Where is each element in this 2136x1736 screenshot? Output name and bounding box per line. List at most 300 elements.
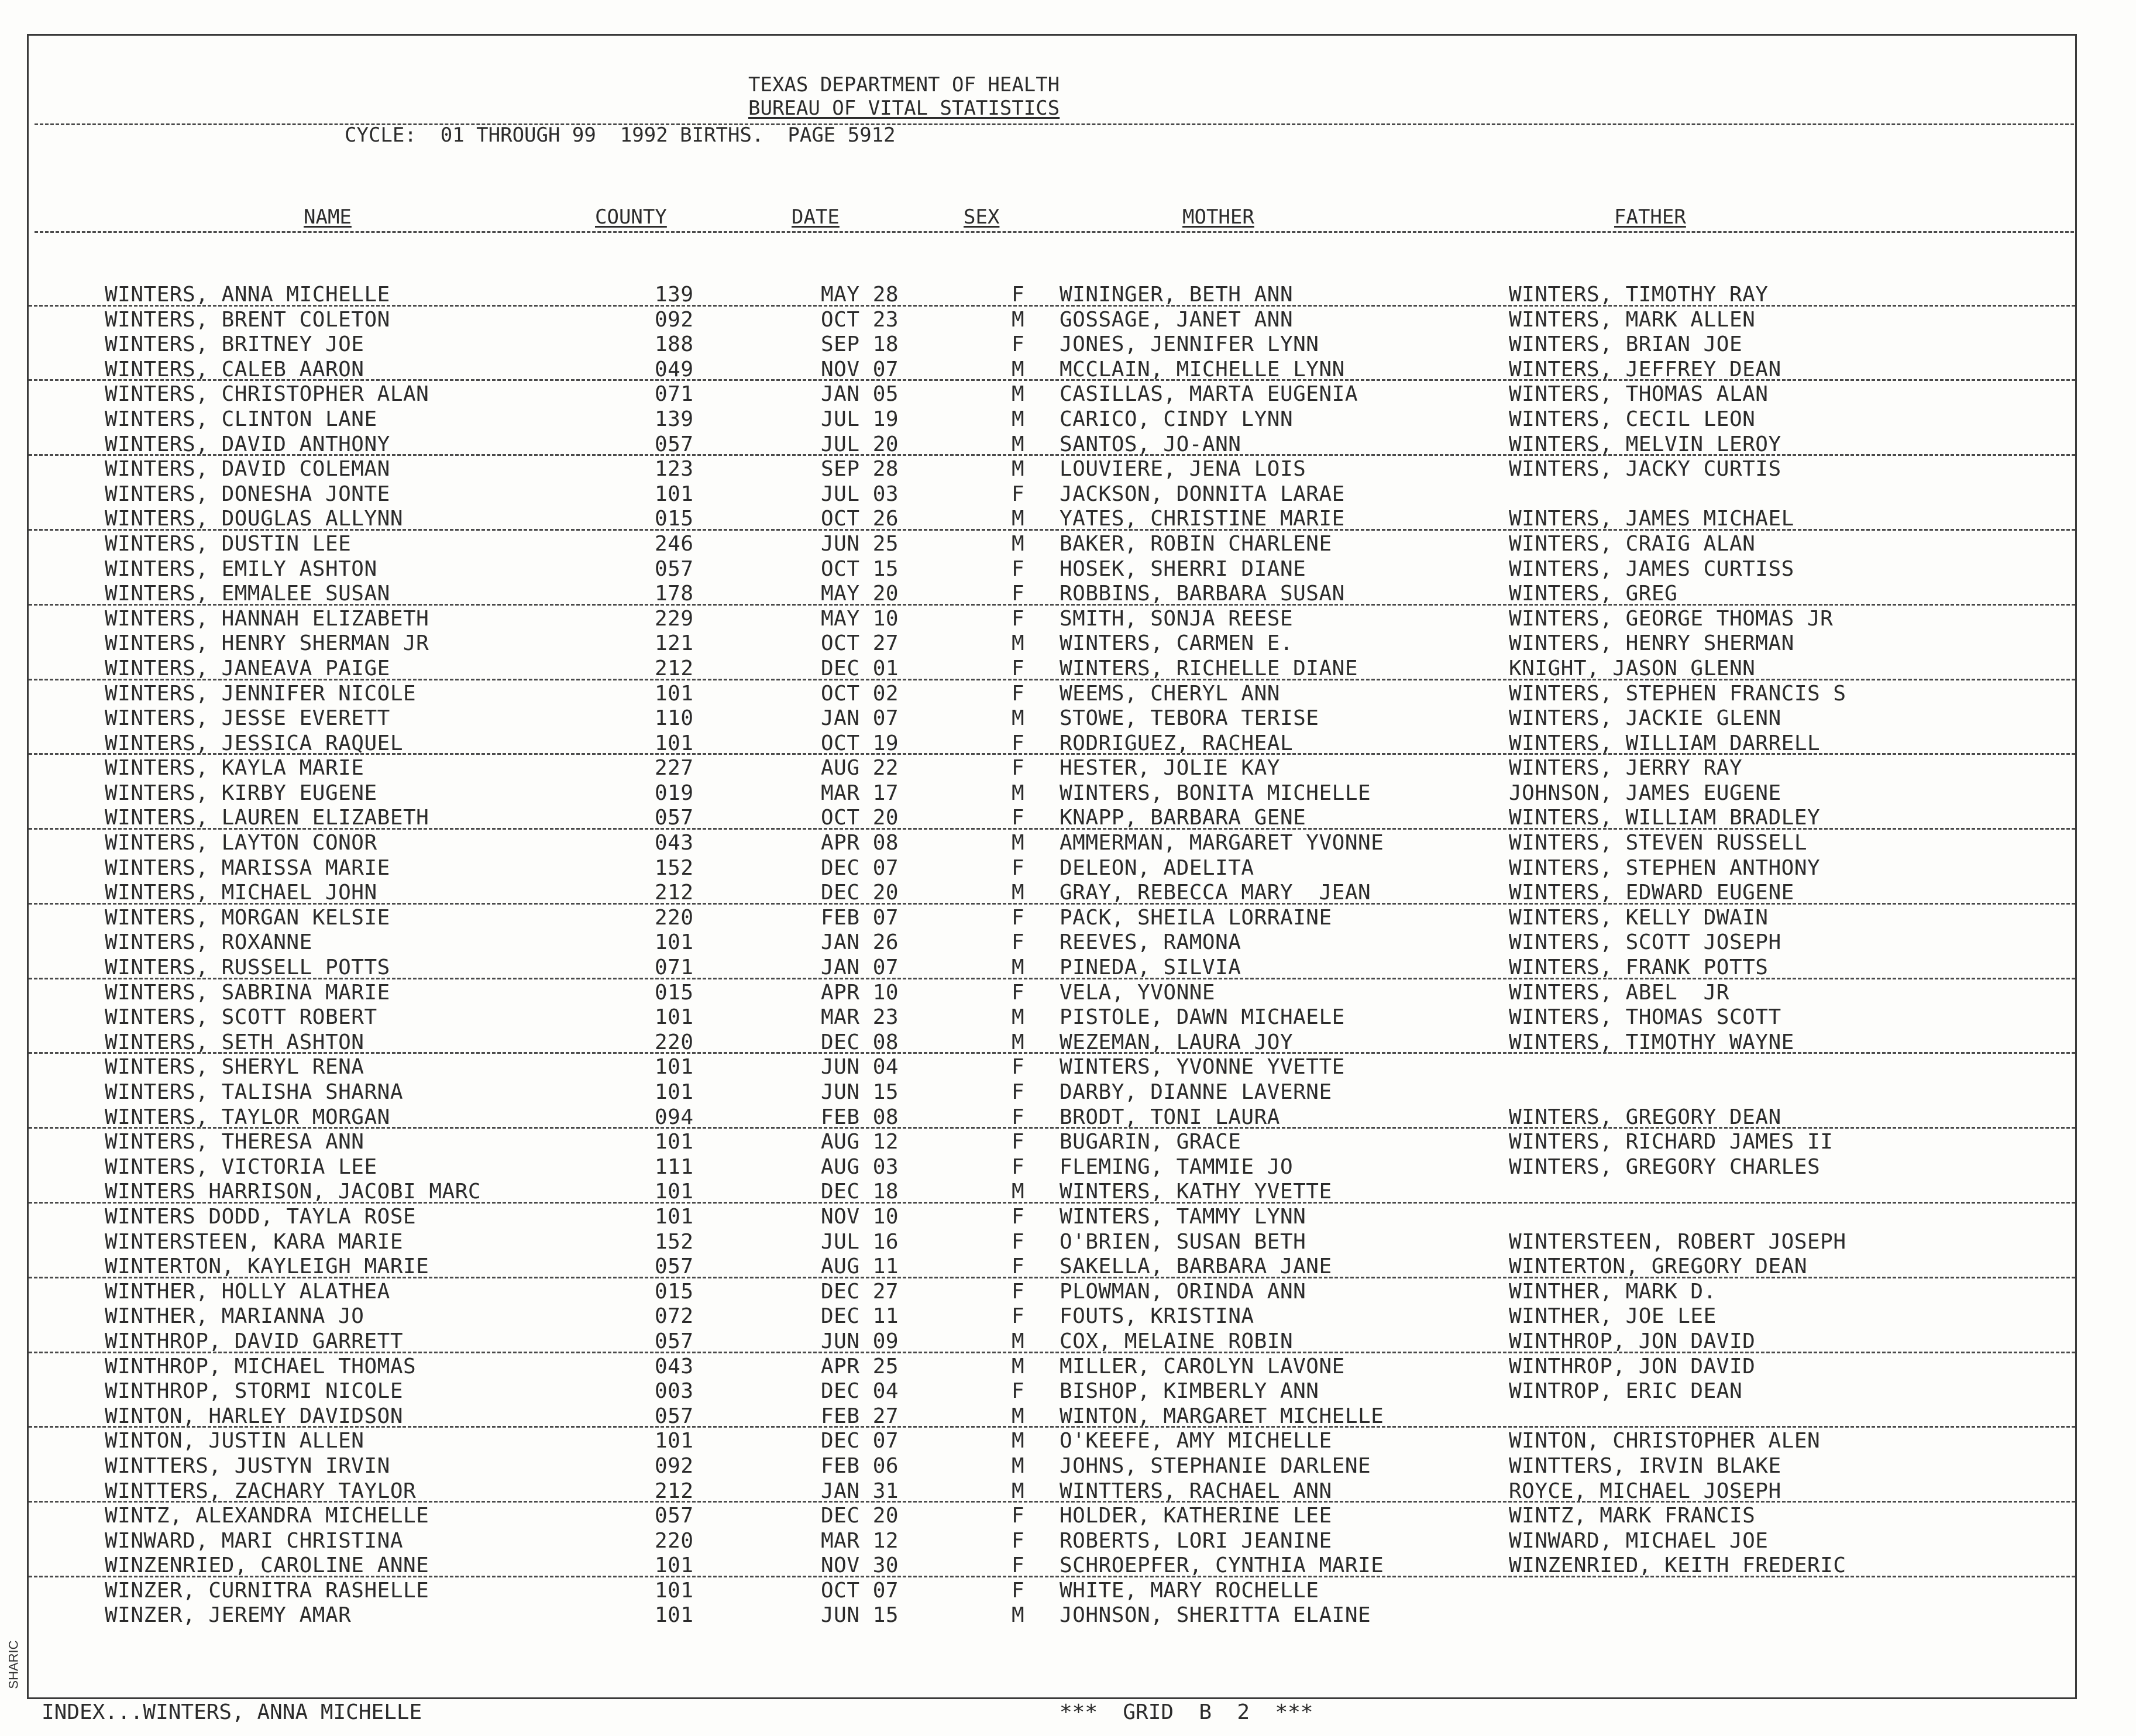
record-county: 101 xyxy=(655,681,694,706)
record-sex: M xyxy=(1012,1180,1025,1204)
record-mother: PACK, SHEILA LORRAINE xyxy=(1060,905,1332,930)
record-row xyxy=(29,1453,2075,1478)
record-sex: F xyxy=(1012,855,1025,880)
record-county: 071 xyxy=(655,382,694,407)
record-father: WINTERS, ABEL JR xyxy=(1509,980,1729,1005)
record-county: 227 xyxy=(655,756,694,781)
record-mother: REEVES, RAMONA xyxy=(1060,930,1241,955)
record-mother: WINTERS, YVONNE YVETTE xyxy=(1060,1055,1345,1080)
record-date: JUL 03 xyxy=(821,482,899,506)
record-mother: HOLDER, KATHERINE LEE xyxy=(1060,1504,1332,1528)
record-sex: M xyxy=(1012,507,1025,531)
record-date: FEB 06 xyxy=(821,1453,899,1478)
record-row xyxy=(29,929,2075,954)
record-mother: GRAY, REBECCA MARY JEAN xyxy=(1060,881,1371,905)
record-sex: F xyxy=(1012,656,1025,680)
record-row xyxy=(29,456,2075,481)
record-name: WINTERS, DUSTIN LEE xyxy=(105,531,352,556)
record-row xyxy=(29,1129,2075,1154)
record-date: OCT 23 xyxy=(821,307,899,332)
record-name: WINTERS, SHERYL RENA xyxy=(105,1055,364,1080)
record-name: WINTERS, THERESA ANN xyxy=(105,1130,364,1154)
record-row xyxy=(29,1104,2075,1129)
record-father: WINTERS, TIMOTHY WAYNE xyxy=(1509,1030,1794,1054)
record-row xyxy=(29,1278,2075,1304)
record-father: WINTHER, MARK D. xyxy=(1509,1279,1717,1304)
record-county: 057 xyxy=(655,1404,694,1428)
record-date: OCT 19 xyxy=(821,731,899,755)
record-county: 094 xyxy=(655,1105,694,1129)
record-name: WINTERS, SETH ASHTON xyxy=(105,1030,364,1054)
record-sex: F xyxy=(1012,681,1025,706)
record-mother: VELA, YVONNE xyxy=(1060,980,1216,1005)
record-date: DEC 08 xyxy=(821,1030,899,1054)
record-name: WINZER, CURNITRA RASHELLE xyxy=(105,1578,429,1603)
record-date: OCT 20 xyxy=(821,806,899,830)
record-father: WINTERSTEEN, ROBERT JOSEPH xyxy=(1509,1229,1846,1254)
record-row xyxy=(29,979,2075,1005)
record-row xyxy=(29,1054,2075,1079)
record-row xyxy=(29,905,2075,930)
footer-grid: *** GRID B 2 *** xyxy=(1060,1700,1313,1724)
record-row xyxy=(29,1403,2075,1428)
record-mother: ROBBINS, BARBARA SUSAN xyxy=(1060,582,1345,606)
record-mother: WINTTERS, RACHAEL ANN xyxy=(1060,1479,1332,1503)
record-date: JUN 15 xyxy=(821,1603,899,1628)
record-row xyxy=(29,780,2075,805)
record-county: 139 xyxy=(655,407,694,431)
record-sex: F xyxy=(1012,1279,1025,1304)
record-row xyxy=(29,730,2075,755)
record-mother: MILLER, CAROLYN LAVONE xyxy=(1060,1354,1345,1379)
record-date: APR 25 xyxy=(821,1354,899,1379)
record-name: WINTHROP, STORMI NICOLE xyxy=(105,1379,403,1404)
record-father: WINTERS, CECIL LEON xyxy=(1509,407,1756,431)
record-date: JAN 07 xyxy=(821,706,899,731)
record-father: WINTZ, MARK FRANCIS xyxy=(1509,1504,1756,1528)
record-name: WINTERS, BRITNEY JOE xyxy=(105,332,364,357)
record-row xyxy=(29,954,2075,979)
record-name: WINTERS, EMMALEE SUSAN xyxy=(105,582,390,606)
record-father: WINTERS, WILLIAM DARRELL xyxy=(1509,731,1821,755)
record-row xyxy=(29,1503,2075,1528)
record-date: DEC 01 xyxy=(821,656,899,680)
record-name: WINTERSTEEN, KARA MARIE xyxy=(105,1229,403,1254)
record-county: 092 xyxy=(655,1453,694,1478)
record-sex: M xyxy=(1012,831,1025,855)
record-row xyxy=(29,1154,2075,1179)
record-row xyxy=(29,556,2075,581)
record-county: 092 xyxy=(655,307,694,332)
record-county: 019 xyxy=(655,781,694,805)
record-father: WINWARD, MICHAEL JOE xyxy=(1509,1528,1769,1553)
record-mother: BUGARIN, GRACE xyxy=(1060,1130,1241,1154)
record-mother: CASILLAS, MARTA EUGENIA xyxy=(1060,382,1358,407)
record-county: 101 xyxy=(655,482,694,506)
record-county: 178 xyxy=(655,582,694,606)
record-mother: WEZEMAN, LAURA JOY xyxy=(1060,1030,1294,1054)
record-row xyxy=(29,1602,2075,1627)
record-county: 101 xyxy=(655,1553,694,1578)
record-date: JUL 19 xyxy=(821,407,899,431)
record-father: WINTERS, JAMES CURTISS xyxy=(1509,556,1794,581)
record-row xyxy=(29,1353,2075,1379)
record-sex: M xyxy=(1012,1404,1025,1428)
record-county: 101 xyxy=(655,1055,694,1080)
record-county: 049 xyxy=(655,357,694,381)
record-name: WINWARD, MARI CHRISTINA xyxy=(105,1528,403,1553)
record-sex: F xyxy=(1012,482,1025,506)
record-father: WINTTERS, IRVIN BLAKE xyxy=(1509,1453,1781,1478)
record-name: WINTHER, MARIANNA JO xyxy=(105,1304,364,1329)
record-sex: M xyxy=(1012,407,1025,431)
record-father: WINTERS, HENRY SHERMAN xyxy=(1509,631,1794,656)
record-name: WINTERS, EMILY ASHTON xyxy=(105,556,377,581)
record-name: WINTHROP, DAVID GARRETT xyxy=(105,1329,403,1353)
record-mother: WEEMS, CHERYL ANN xyxy=(1060,681,1280,706)
record-date: JUN 25 xyxy=(821,531,899,556)
record-sex: M xyxy=(1012,357,1025,381)
record-father: WINTERS, EDWARD EUGENE xyxy=(1509,881,1794,905)
record-row xyxy=(29,1004,2075,1029)
record-name: WINTERS, JESSE EVERETT xyxy=(105,706,390,731)
records-list xyxy=(29,281,2075,1627)
record-mother: DELEON, ADELITA xyxy=(1060,855,1254,880)
record-father: WINTERS, JACKY CURTIS xyxy=(1509,457,1781,482)
agency-title: TEXAS DEPARTMENT OF HEALTH xyxy=(748,73,1060,97)
record-row xyxy=(29,855,2075,880)
record-sex: F xyxy=(1012,1254,1025,1279)
record-mother: WINTERS, BONITA MICHELLE xyxy=(1060,781,1371,805)
record-father: WINTERS, THOMAS SCOTT xyxy=(1509,1005,1781,1030)
record-county: 015 xyxy=(655,507,694,531)
record-row xyxy=(29,1079,2075,1104)
record-mother: SMITH, SONJA REESE xyxy=(1060,606,1294,631)
record-name: WINTERS, JESSICA RAQUEL xyxy=(105,731,403,755)
record-name: WINTERS, MICHAEL JOHN xyxy=(105,881,377,905)
record-father: WINTERS, CRAIG ALAN xyxy=(1509,531,1756,556)
record-mother: WINTON, MARGARET MICHELLE xyxy=(1060,1404,1384,1428)
record-row xyxy=(29,630,2075,655)
record-mother: LOUVIERE, JENA LOIS xyxy=(1060,457,1306,482)
record-sex: F xyxy=(1012,1080,1025,1104)
record-mother: ROBERTS, LORI JEANINE xyxy=(1060,1528,1332,1553)
record-name: WINTERS, TALISHA SHARNA xyxy=(105,1080,403,1104)
record-county: 057 xyxy=(655,1504,694,1528)
record-county: 057 xyxy=(655,432,694,456)
record-name: WINTERS, LAUREN ELIZABETH xyxy=(105,806,429,830)
record-row xyxy=(29,1378,2075,1403)
record-sex: M xyxy=(1012,1603,1025,1628)
record-sex: F xyxy=(1012,1229,1025,1254)
record-county: 188 xyxy=(655,332,694,357)
record-date: FEB 07 xyxy=(821,905,899,930)
record-father: WINTERS, JERRY RAY xyxy=(1509,756,1743,781)
record-date: AUG 11 xyxy=(821,1254,899,1279)
record-date: OCT 26 xyxy=(821,507,899,531)
record-sex: M xyxy=(1012,955,1025,980)
record-name: WINTERS HARRISON, JACOBI MARC xyxy=(105,1180,481,1204)
record-row xyxy=(29,481,2075,506)
record-sex: F xyxy=(1012,1553,1025,1578)
record-father: WINTERS, RICHARD JAMES II xyxy=(1509,1130,1834,1154)
record-county: 110 xyxy=(655,706,694,731)
record-county: 220 xyxy=(655,1030,694,1054)
record-name: WINTERS, VICTORIA LEE xyxy=(105,1154,377,1179)
record-name: WINTERS, JANEAVA PAIGE xyxy=(105,656,390,680)
record-mother: YATES, CHRISTINE MARIE xyxy=(1060,507,1345,531)
record-father: WINTERS, GREG xyxy=(1509,582,1678,606)
record-county: 101 xyxy=(655,1080,694,1104)
record-name: WINTERS, HANNAH ELIZABETH xyxy=(105,606,429,631)
record-mother: GOSSAGE, JANET ANN xyxy=(1060,307,1294,332)
record-row xyxy=(29,1528,2075,1553)
record-sex: F xyxy=(1012,980,1025,1005)
record-name: WINTERS, HENRY SHERMAN JR xyxy=(105,631,429,656)
record-sex: M xyxy=(1012,307,1025,332)
record-row xyxy=(29,356,2075,381)
record-sex: F xyxy=(1012,806,1025,830)
record-county: 212 xyxy=(655,656,694,680)
record-sex: F xyxy=(1012,1304,1025,1329)
record-county: 101 xyxy=(655,1578,694,1603)
record-row xyxy=(29,1229,2075,1254)
record-father: WINTERS, STEPHEN FRANCIS S xyxy=(1509,681,1846,706)
record-date: DEC 20 xyxy=(821,1504,899,1528)
record-father: WINTERS, JEFFREY DEAN xyxy=(1509,357,1781,381)
record-date: MAY 20 xyxy=(821,582,899,606)
record-date: AUG 12 xyxy=(821,1130,899,1154)
record-father: WINTERS, GREGORY CHARLES xyxy=(1509,1154,1821,1179)
record-county: 212 xyxy=(655,1479,694,1503)
record-father: WINTERS, JAMES MICHAEL xyxy=(1509,507,1794,531)
record-mother: JONES, JENNIFER LYNN xyxy=(1060,332,1319,357)
record-name: WINTERS, DAVID ANTHONY xyxy=(105,432,390,456)
record-row xyxy=(29,1253,2075,1278)
record-name: WINTERS, KIRBY EUGENE xyxy=(105,781,377,805)
record-sex: M xyxy=(1012,1005,1025,1030)
record-father: JOHNSON, JAMES EUGENE xyxy=(1509,781,1781,805)
record-date: FEB 08 xyxy=(821,1105,899,1129)
record-sex: M xyxy=(1012,706,1025,731)
record-date: MAY 28 xyxy=(821,283,899,307)
record-county: 152 xyxy=(655,1229,694,1254)
cycle-line: CYCLE: 01 THROUGH 99 1992 BIRTHS. PAGE 5912 xyxy=(345,123,896,147)
record-sex: F xyxy=(1012,1578,1025,1603)
record-sex: F xyxy=(1012,731,1025,755)
footer-index: INDEX...WINTERS, ANNA MICHELLE xyxy=(42,1700,422,1724)
record-sex: M xyxy=(1012,1354,1025,1379)
record-father: WINTERS, JACKIE GLENN xyxy=(1509,706,1781,731)
record-date: DEC 18 xyxy=(821,1180,899,1204)
record-sex: M xyxy=(1012,881,1025,905)
record-date: DEC 07 xyxy=(821,855,899,880)
record-father: WINTERS, STEVEN RUSSELL xyxy=(1509,831,1807,855)
record-name: WINTERS, CALEB AARON xyxy=(105,357,364,381)
record-date: MAR 23 xyxy=(821,1005,899,1030)
record-mother: AMMERMAN, MARGARET YVONNE xyxy=(1060,831,1384,855)
header-rule-bottom xyxy=(35,231,2074,233)
record-date: SEP 28 xyxy=(821,457,899,482)
record-date: JAN 26 xyxy=(821,930,899,955)
record-father: ROYCE, MICHAEL JOSEPH xyxy=(1509,1479,1781,1503)
record-sex: M xyxy=(1012,1030,1025,1054)
record-mother: PINEDA, SILVIA xyxy=(1060,955,1241,980)
column-header-county: COUNTY xyxy=(595,205,667,229)
record-mother: FLEMING, TAMMIE JO xyxy=(1060,1154,1294,1179)
record-date: DEC 27 xyxy=(821,1279,899,1304)
record-mother: BRODT, TONI LAURA xyxy=(1060,1105,1280,1129)
record-row xyxy=(29,281,2075,307)
record-county: 057 xyxy=(655,806,694,830)
record-mother: PLOWMAN, ORINDA ANN xyxy=(1060,1279,1306,1304)
record-mother: O'KEEFE, AMY MICHELLE xyxy=(1060,1429,1332,1453)
column-header-name: NAME xyxy=(304,205,352,229)
record-mother: HOSEK, SHERRI DIANE xyxy=(1060,556,1306,581)
record-mother: SCHROEPFER, CYNTHIA MARIE xyxy=(1060,1553,1384,1578)
record-county: 220 xyxy=(655,1528,694,1553)
record-mother: STOWE, TEBORA TERISE xyxy=(1060,706,1319,731)
record-county: 003 xyxy=(655,1379,694,1404)
record-row xyxy=(29,531,2075,556)
record-date: MAR 17 xyxy=(821,781,899,805)
record-row xyxy=(29,606,2075,631)
record-sex: M xyxy=(1012,1453,1025,1478)
record-date: NOV 07 xyxy=(821,357,899,381)
record-name: WINTTERS, JUSTYN IRVIN xyxy=(105,1453,390,1478)
record-name: WINTERS, ANNA MICHELLE xyxy=(105,283,390,307)
record-name: WINTERS, RUSSELL POTTS xyxy=(105,955,390,980)
record-name: WINTON, HARLEY DAVIDSON xyxy=(105,1404,403,1428)
record-row xyxy=(29,1029,2075,1054)
record-date: OCT 15 xyxy=(821,556,899,581)
record-row xyxy=(29,1328,2075,1353)
record-row xyxy=(29,680,2075,706)
record-sex: F xyxy=(1012,1130,1025,1154)
record-father: WINTROP, ERIC DEAN xyxy=(1509,1379,1743,1404)
record-name: WINTERS, TAYLOR MORGAN xyxy=(105,1105,390,1129)
record-county: 057 xyxy=(655,556,694,581)
column-header-date: DATE xyxy=(792,205,840,229)
record-sex: M xyxy=(1012,631,1025,656)
record-father: WINTHROP, JON DAVID xyxy=(1509,1329,1756,1353)
column-header-father: FATHER xyxy=(1614,205,1686,229)
record-county: 229 xyxy=(655,606,694,631)
record-date: JUL 20 xyxy=(821,432,899,456)
record-mother: RODRIGUEZ, RACHEAL xyxy=(1060,731,1294,755)
record-row xyxy=(29,705,2075,730)
record-sex: F xyxy=(1012,1154,1025,1179)
record-date: JUL 16 xyxy=(821,1229,899,1254)
record-mother: DARBY, DIANNE LAVERNE xyxy=(1060,1080,1332,1104)
record-sex: F xyxy=(1012,1055,1025,1080)
record-name: WINTZ, ALEXANDRA MICHELLE xyxy=(105,1504,429,1528)
record-row xyxy=(29,1428,2075,1453)
record-date: NOV 30 xyxy=(821,1553,899,1578)
record-father: WINTERS, BRIAN JOE xyxy=(1509,332,1743,357)
record-county: 043 xyxy=(655,831,694,855)
record-county: 101 xyxy=(655,1204,694,1229)
record-mother: JACKSON, DONNITA LARAE xyxy=(1060,482,1345,506)
record-name: WINTERS, DONESHA JONTE xyxy=(105,482,390,506)
record-sex: F xyxy=(1012,556,1025,581)
record-mother: BAKER, ROBIN CHARLENE xyxy=(1060,531,1332,556)
record-name: WINTERS, MORGAN KELSIE xyxy=(105,905,390,930)
record-row xyxy=(29,307,2075,332)
record-sex: F xyxy=(1012,1504,1025,1528)
record-mother: KNAPP, BARBARA GENE xyxy=(1060,806,1306,830)
record-row xyxy=(29,879,2075,905)
record-date: JUN 15 xyxy=(821,1080,899,1104)
record-mother: WINTERS, RICHELLE DIANE xyxy=(1060,656,1358,680)
record-name: WINTERS, MARISSA MARIE xyxy=(105,855,390,880)
record-mother: HESTER, JOLIE KAY xyxy=(1060,756,1280,781)
record-date: AUG 22 xyxy=(821,756,899,781)
record-date: DEC 11 xyxy=(821,1304,899,1329)
record-father: WINTERS, STEPHEN ANTHONY xyxy=(1509,855,1821,880)
record-county: 015 xyxy=(655,1279,694,1304)
record-mother: PISTOLE, DAWN MICHAELE xyxy=(1060,1005,1345,1030)
record-name: WINTERTON, KAYLEIGH MARIE xyxy=(105,1254,429,1279)
record-father: WINTHROP, JON DAVID xyxy=(1509,1354,1756,1379)
record-name: WINTERS, SCOTT ROBERT xyxy=(105,1005,377,1030)
record-row xyxy=(29,331,2075,356)
record-father: WINTHER, JOE LEE xyxy=(1509,1304,1717,1329)
record-county: 101 xyxy=(655,930,694,955)
record-date: MAY 10 xyxy=(821,606,899,631)
record-name: WINTHROP, MICHAEL THOMAS xyxy=(105,1354,417,1379)
record-mother: WININGER, BETH ANN xyxy=(1060,283,1294,307)
record-row xyxy=(29,580,2075,606)
record-mother: O'BRIEN, SUSAN BETH xyxy=(1060,1229,1306,1254)
bureau-title: BUREAU OF VITAL STATISTICS xyxy=(748,97,1060,120)
side-label: SHARIC xyxy=(6,1640,21,1689)
record-name: WINTERS DODD, TAYLA ROSE xyxy=(105,1204,417,1229)
record-county: 101 xyxy=(655,1005,694,1030)
record-mother: WHITE, MARY ROCHELLE xyxy=(1060,1578,1319,1603)
header-rule-top xyxy=(35,123,2074,125)
record-name: WINTERS, SABRINA MARIE xyxy=(105,980,390,1005)
record-county: 101 xyxy=(655,1130,694,1154)
record-mother: FOUTS, KRISTINA xyxy=(1060,1304,1254,1329)
record-county: 111 xyxy=(655,1154,694,1179)
record-mother: CARICO, CINDY LYNN xyxy=(1060,407,1294,431)
record-sex: M xyxy=(1012,382,1025,407)
record-date: DEC 04 xyxy=(821,1379,899,1404)
record-date: SEP 18 xyxy=(821,332,899,357)
record-row xyxy=(29,830,2075,855)
record-sex: F xyxy=(1012,582,1025,606)
record-name: WINTERS, DOUGLAS ALLYNN xyxy=(105,507,403,531)
record-county: 123 xyxy=(655,457,694,482)
record-date: APR 10 xyxy=(821,980,899,1005)
column-header-sex: SEX xyxy=(964,205,1000,229)
record-sex: M xyxy=(1012,1429,1025,1453)
record-row xyxy=(29,805,2075,830)
document-frame xyxy=(27,34,2077,1724)
record-row xyxy=(29,381,2075,406)
record-sex: F xyxy=(1012,1204,1025,1229)
record-mother: WINTERS, KATHY YVETTE xyxy=(1060,1180,1332,1204)
record-county: 101 xyxy=(655,1180,694,1204)
record-sex: M xyxy=(1012,781,1025,805)
record-name: WINTERS, JENNIFER NICOLE xyxy=(105,681,417,706)
record-father: WINTERS, MARK ALLEN xyxy=(1509,307,1756,332)
record-name: WINTERS, KAYLA MARIE xyxy=(105,756,364,781)
record-sex: F xyxy=(1012,1379,1025,1404)
record-father: KNIGHT, JASON GLENN xyxy=(1509,656,1756,680)
record-mother: SANTOS, JO-ANN xyxy=(1060,432,1241,456)
